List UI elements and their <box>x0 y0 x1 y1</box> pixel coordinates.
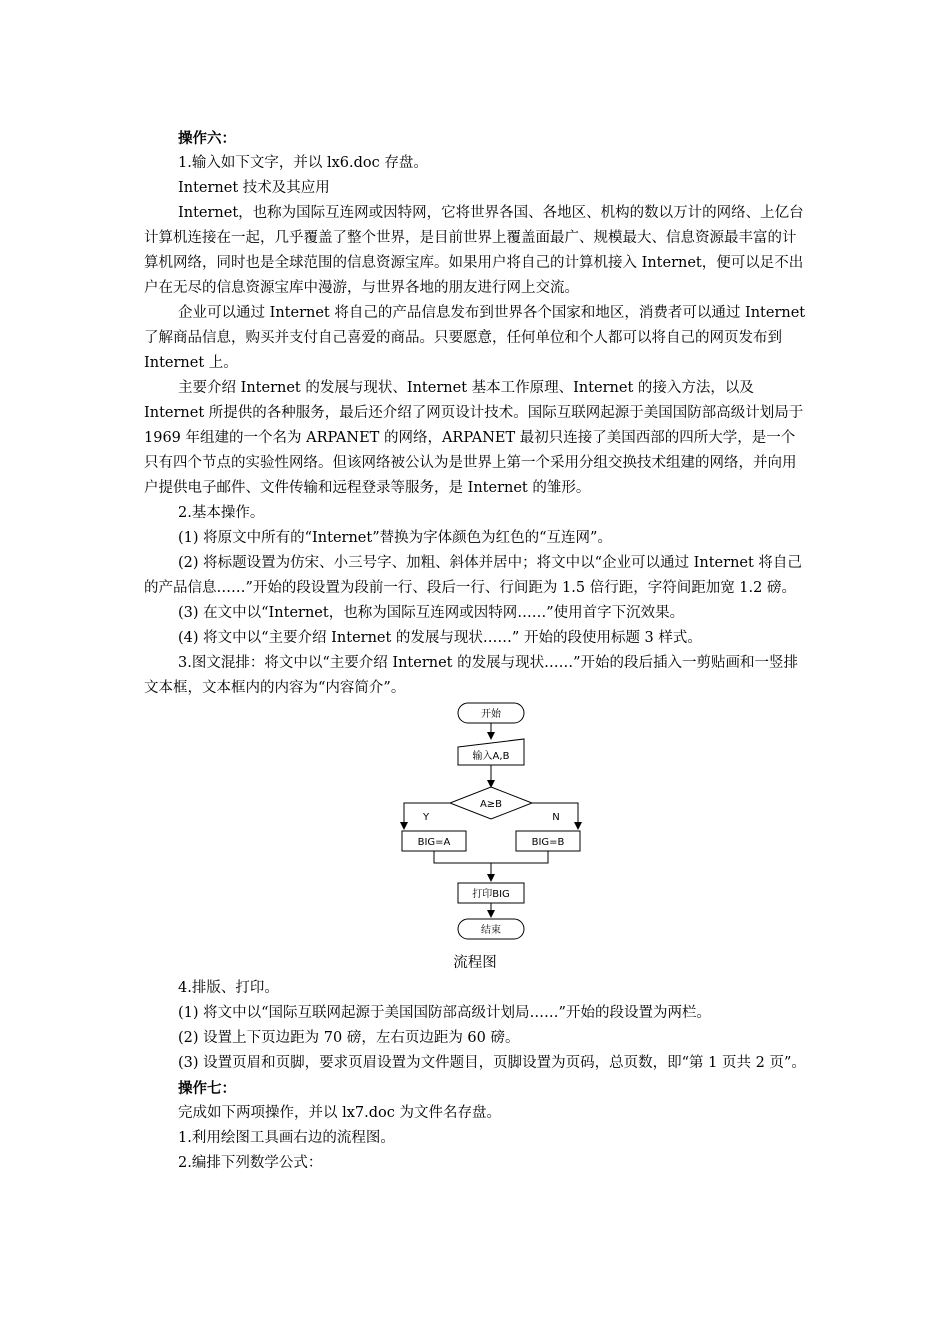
step4-item-1: (1) 将文中以“国际互联网起源于美国国防部高级计划局……”开始的段设置为两栏。 <box>178 1005 711 1021</box>
flowchart-svg <box>400 701 584 951</box>
flowchart-right-box-label: BIG=B <box>531 837 565 848</box>
article-paragraph-2: 企业可以通过 Internet 将自己的产品信息发布到世界各个国家和地区，消费者可以通过 Internet 了解商品信息，购买并支付自己喜爱的商品。只要愿意，任何单位和个人都可以将自己的网页发布到 Internet 上。 <box>144 305 806 371</box>
section6-step3: 3.图文混排：将文中以“主要介绍 Internet 的发展与现状……”开始的段后插入一剪贴画和一竖排文本框，文本框内的内容为“内容简介”。 <box>144 655 799 696</box>
section7-item-1: 1.利用绘图工具画右边的流程图。 <box>178 1130 395 1146</box>
article-title: Internet 技术及其应用 <box>178 180 330 196</box>
step2-item-2: (2) 将标题设置为仿宋、小三号字、加粗、斜体并居中；将文中以“企业可以通过 Internet 将自己的产品信息……”开始的段设置为段前一行、段后一行、行间距为 1.5 倍行距，字符间距加宽 1.2 磅。 <box>144 555 802 596</box>
flowchart-start-label: 开始 <box>481 709 501 720</box>
flowchart-caption: 流程图 <box>453 955 497 971</box>
step2-item-3: (3) 在文中以“Internet，也称为国际互连网或因特网……”使用首字下沉效果。 <box>178 605 685 621</box>
flowchart-print-label: 打印BIG <box>472 889 510 900</box>
section6-heading: 操作六： <box>178 130 236 147</box>
flowchart-figure <box>144 701 806 951</box>
section6-step1: 1.输入如下文字，并以 lx6.doc 存盘。 <box>178 155 428 171</box>
step4-item-2: (2) 设置上下页边距为 70 磅，左右页边距为 60 磅。 <box>178 1030 520 1046</box>
step2-item-4: (4) 将文中以“主要介绍 Internet 的发展与现状……” 开始的段使用标题 3 样式。 <box>178 630 702 646</box>
section6-step4: 4.排版、打印。 <box>178 980 279 996</box>
flowchart-no-label: N <box>552 812 560 823</box>
flowchart-yes-label: Y <box>422 812 430 823</box>
article-paragraph-1: Internet，也称为国际互连网或因特网，它将世界各国、各地区、机构的数以万计的网络、上亿台计算机连接在一起，几乎覆盖了整个世界，是目前世界上覆盖面最广、规模最大、信息资源最丰富的计算机网络，同时也是全球范围的信息资源宝库。如果用户将自己的计算机接入 Internet，便可以足不出户在无尽的信息资源宝库中漫游，与世界各地的朋友进行网上交流。 <box>144 205 804 296</box>
flowchart-decision-label: A≥B <box>479 799 503 810</box>
document-body <box>144 126 806 1176</box>
flowchart-input-label: 输入A,B <box>472 751 510 762</box>
article-paragraph-3: 主要介绍 Internet 的发展与现状、Internet 基本工作原理、Internet 的接入方法，以及 Internet 所提供的各种服务，最后还介绍了网页设计技术。国际互联网起源于美国国防部高级计划局于 1969 年组建的一个名为 ARPANET 的网络，ARPANET 最初只连接了美国西部的四所大学，是一个只有四个节点的实验性网络。但该网络被公认为是世界上第一个采用分组交换技术组建的网络，并向用户提供电子邮件、文件传输和远程登录等服务，是 Internet 的雏形。 <box>144 380 804 496</box>
step2-item-1: (1) 将原文中所有的“Internet”替换为字体颜色为红色的“互连网”。 <box>178 530 612 546</box>
flowchart-end-label: 结束 <box>481 925 501 936</box>
step4-item-3: (3) 设置页眉和页脚，要求页眉设置为文件题目，页脚设置为页码，总页数，即“第 1 页共 2 页”。 <box>178 1055 806 1071</box>
section6-step2: 2.基本操作。 <box>178 505 265 521</box>
flowchart-left-box-label: BIG=A <box>417 837 451 848</box>
section7-item-2: 2.编排下列数学公式： <box>178 1155 323 1171</box>
section7-intro: 完成如下两项操作，并以 lx7.doc 为文件名存盘。 <box>178 1105 501 1121</box>
section7-heading: 操作七： <box>178 1080 236 1097</box>
